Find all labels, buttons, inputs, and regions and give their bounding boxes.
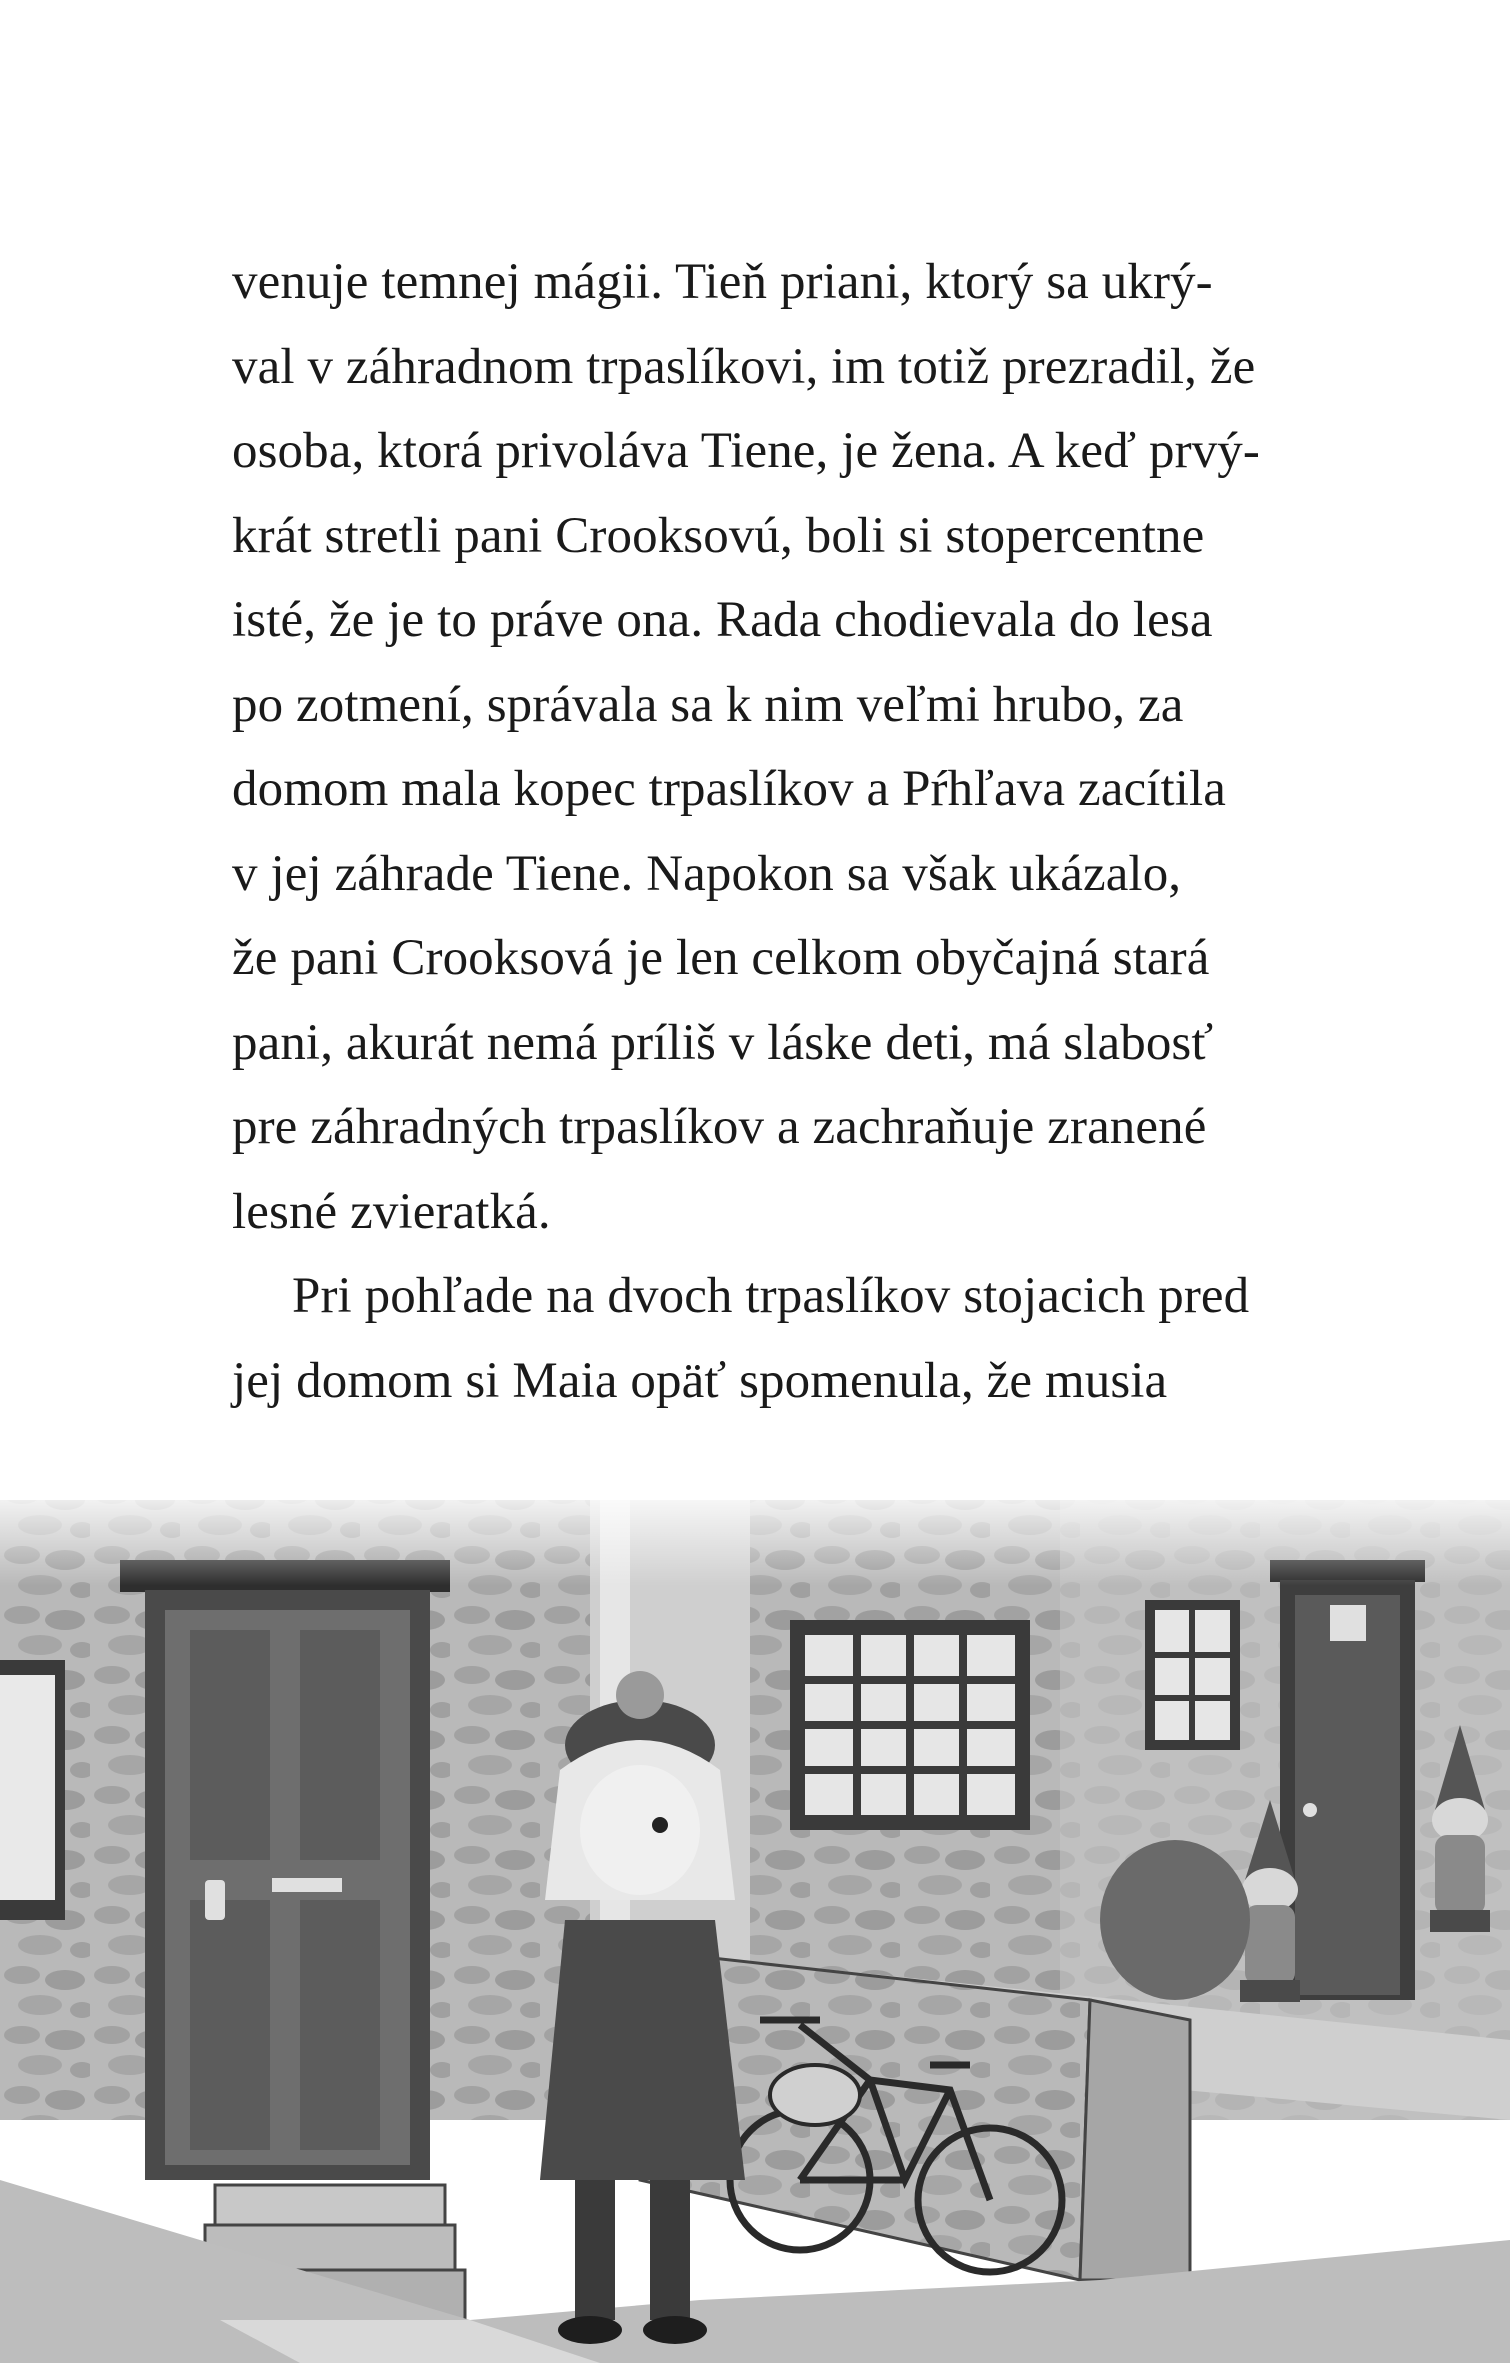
text-line: osoba, ktorá privoláva Tiene, je žena. A keď prvý- — [232, 423, 1260, 479]
text-line: jej domom si Maia opäť spomenula, že musia — [232, 1352, 1168, 1409]
text-line: v jej záhrade Tiene. Napokon sa však ukázalo, — [232, 845, 1182, 902]
text-line: po zotmení, správala sa k nim veľmi hrubo, za — [232, 676, 1184, 733]
text-line: venuje temnej mágii. Tieň priani, ktorý sa ukrý- — [232, 254, 1213, 310]
text-line: pre záhradných trpaslíkov a zachraňuje zranené — [232, 1099, 1207, 1155]
text-line: domom mala kopec trpaslíkov a Pŕhľava zacítila — [232, 761, 1226, 817]
text-line: val v záhradnom trpaslíkovi, im totiž prezradil, že — [232, 338, 1256, 395]
text-line: pani, akurát nemá príliš v láske deti, má slabosť — [232, 1014, 1214, 1071]
street-scene-illustration — [0, 1480, 1510, 2363]
text-line: že pani Crooksová je len celkom obyčajná stará — [232, 930, 1210, 986]
text-line: isté, že je to práve ona. Rada chodievala do lesa — [232, 592, 1213, 648]
body-text — [232, 240, 1332, 1423]
text-line: lesné zvieratká. — [232, 1183, 551, 1240]
text-line-paragraph-start: Pri pohľade na dvoch trpaslíkov stojacich pred — [292, 1268, 1250, 1324]
text-line: krát stretli pani Crooksovú, boli si stopercentne — [232, 507, 1205, 564]
